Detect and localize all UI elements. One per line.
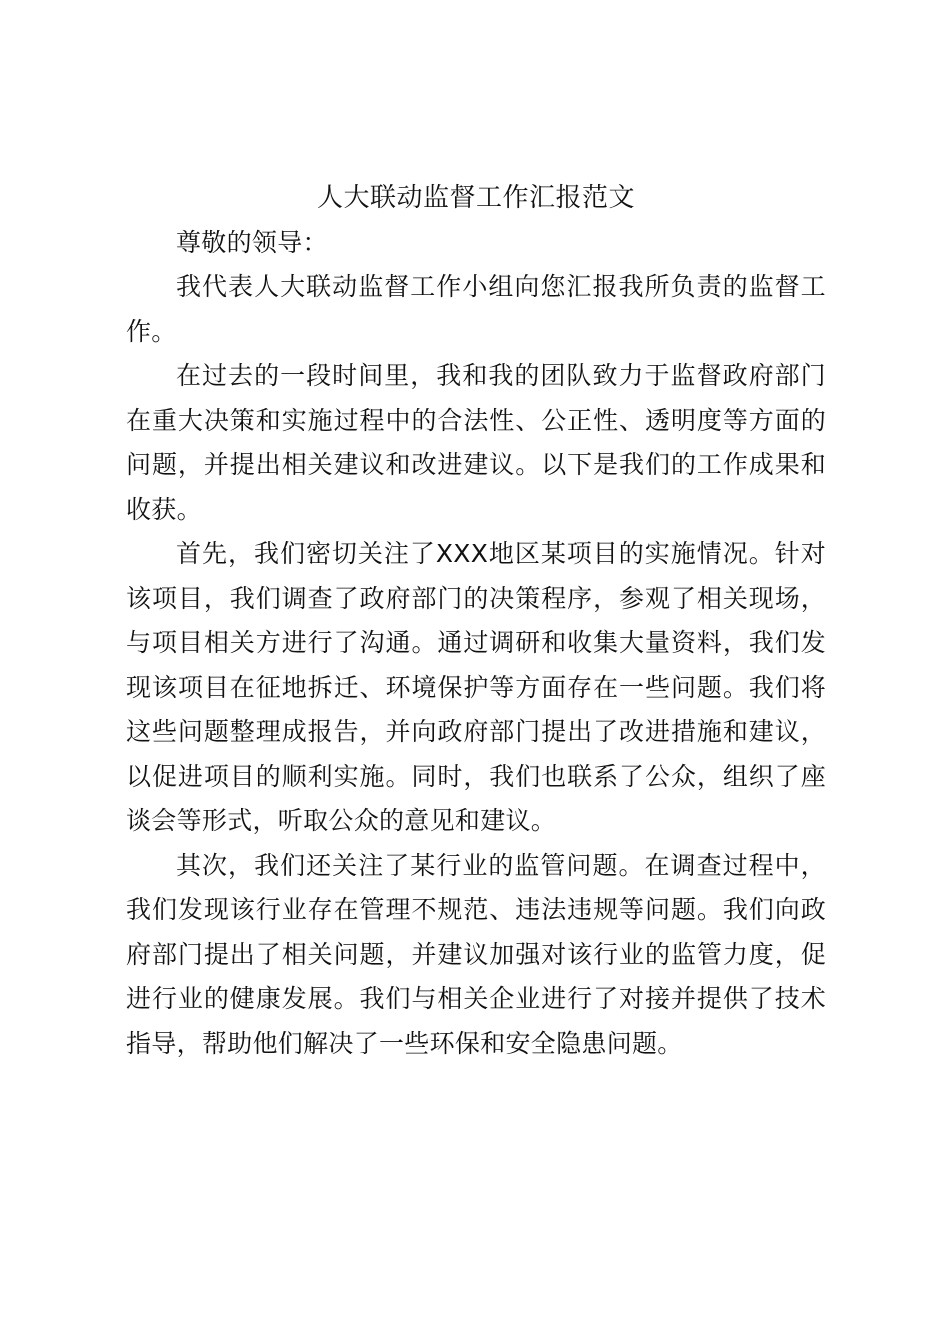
document-title: 人大联动监督工作汇报范文 — [316, 183, 635, 213]
salutation-paragraph: 尊敬的领导： — [176, 227, 328, 257]
overview-paragraph: 在过去的一段时间里，我和我的团队致力于监督政府部门在重大决策和实施过程中的合法性、公正性、透明度等方面的问题，并提出相关建议和改进建议。以下是我们的工作成果和收获。 — [126, 361, 826, 524]
document-body — [126, 176, 826, 1066]
intro-paragraph: 我代表人大联动监督工作小组向您汇报我所负责的监督工作。 — [126, 272, 826, 346]
second-item-paragraph: 其次，我们还关注了某行业的监管问题。在调查过程中，我们发现该行业存在管理不规范、违法违规等问题。我们向政府部门提出了相关问题，并建议加强对该行业的监管力度，促进行业的健康发展。我们与相关企业进行了对接并提供了技术指导，帮助他们解决了一些环保和安全隐患问题。 — [126, 850, 826, 1058]
first-item-paragraph: 首先，我们密切关注了XXX地区某项目的实施情况。针对该项目，我们调查了政府部门的决策程序，参观了相关现场，与项目相关方进行了沟通。通过调研和收集大量资料，我们发现该项目在征地拆迁、环境保护等方面存在一些问题。我们将这些问题整理成报告，并向政府部门提出了改进措施和建议，以促进项目的顺利实施。同时，我们也联系了公众，组织了座谈会等形式，听取公众的意见和建议。 — [126, 539, 826, 835]
